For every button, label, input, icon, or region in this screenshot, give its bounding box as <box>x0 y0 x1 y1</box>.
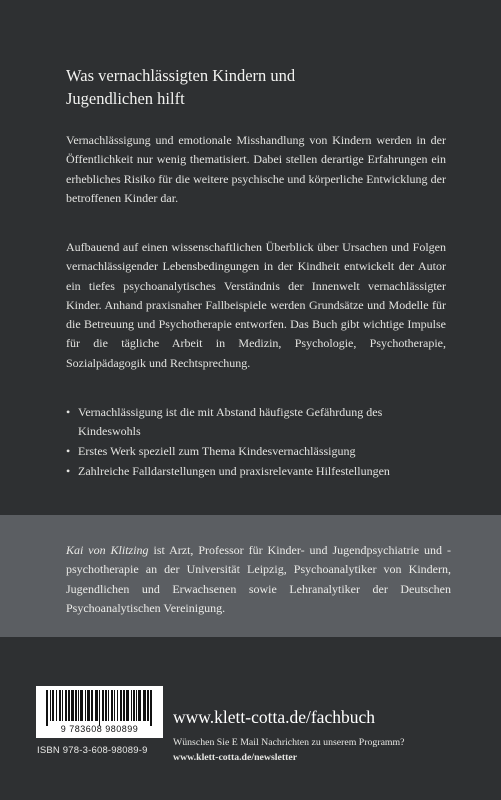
publisher-url-link[interactable]: www.klett-cotta.de/fachbuch <box>173 707 375 727</box>
barcode-bar <box>120 690 122 721</box>
headline-line-2: Jugendlichen hilft <box>66 89 185 108</box>
barcode-bar <box>126 690 129 721</box>
barcode-bar <box>52 690 54 721</box>
list-item-text: Vernachlässigung ist die mit Abstand häufigste Gefährdung des Kindeswohls <box>78 405 383 438</box>
barcode-bar <box>150 690 152 726</box>
feature-list <box>66 403 446 482</box>
barcode-bar <box>133 690 135 721</box>
barcode-bar <box>85 690 86 721</box>
headline-line-1: Was vernachlässigten Kindern und <box>66 66 296 85</box>
barcode-bar <box>68 690 70 721</box>
list-item <box>66 442 446 461</box>
barcode-bar <box>105 690 107 721</box>
list-item <box>66 462 446 481</box>
barcode-bar <box>108 690 109 721</box>
isbn-number: ISBN 978-3-608-98089-9 <box>37 745 148 756</box>
barcode-bar <box>80 690 83 721</box>
barcode-bar <box>75 690 77 721</box>
list-item-text: Zahlreiche Falldarstellungen und praxisrelevante Hilfestellungen <box>78 464 390 478</box>
barcode-bars <box>36 686 163 726</box>
barcode-bar <box>71 690 74 721</box>
barcode-bar <box>78 690 79 721</box>
barcode-bar <box>123 690 125 721</box>
barcode-bar <box>95 690 98 721</box>
newsletter-question: Wünschen Sie E Mail Nachrichten zu unserem Programm? <box>173 737 405 748</box>
barcode-bar <box>102 690 104 721</box>
author-name: Kai von Klitzing <box>66 543 149 557</box>
barcode-bar <box>143 690 146 721</box>
barcode-bar <box>62 690 63 721</box>
barcode-bar <box>136 690 137 721</box>
barcode-bar <box>46 690 48 726</box>
barcode-bar <box>56 690 57 721</box>
barcode-bar <box>117 690 118 721</box>
bullet-icon: • <box>66 405 71 419</box>
list-item <box>66 403 446 441</box>
barcode-bar <box>50 690 51 721</box>
newsletter-url-link[interactable]: www.klett-cotta.de/newsletter <box>173 752 298 763</box>
barcode-bar <box>65 690 67 721</box>
barcode-digits: 9 783608 980899 <box>60 724 139 734</box>
barcode-bar <box>91 690 93 721</box>
headline <box>66 64 446 110</box>
bullet-icon: • <box>66 444 71 458</box>
bullet-icon: • <box>66 464 71 478</box>
barcode-bar <box>131 690 132 721</box>
barcode-bar <box>99 690 100 726</box>
barcode-bar <box>87 690 90 721</box>
list-item-text: Erstes Werk speziell zum Thema Kindesvernachlässigung <box>78 444 356 458</box>
barcode-bar <box>147 690 149 721</box>
description-paragraph: Aufbauend auf einen wissenschaftlichen Überblick über Ursachen und Folgen vernachlässigender Lebensbedingungen in der Kindheit entwickelt der Autor ein tiefes psychoanalytisches Verständnis der Innenwelt vernachlässigter Kinder. Anhand praxisnaher Fallbeispiele werden Grundsätze und Modelle für die Betreuung und Psychotherapie entworfen. Das Buch gibt wichtige Impulse für die tägliche Arbeit in Medizin, Psychologie, Psychotherapie, Sozialpädagogik und Rechtsprechung. <box>66 240 446 370</box>
author-bio <box>66 541 451 618</box>
barcode-bar <box>59 690 61 721</box>
barcode-bar <box>111 690 113 721</box>
barcode-bar <box>114 690 115 721</box>
barcode-bar <box>138 690 141 721</box>
author-bio-text: ist Arzt, Professor für Kinder- und Jugendpsychiatrie und -psychotherapie an der Universität Leipzig, Psychoanalytiker von Kindern, Jugendlichen und Erwachsenen sowie Lehranalytiker der Deutschen Psychoanalytischen Vereinigung. <box>66 543 451 615</box>
intro-paragraph: Vernachlässigung und emotionale Misshandlung von Kindern werden in der Öffentlichkeit nur wenig thematisiert. Dabei stellen derartige Erfahrungen ein erhebliches Risiko für die weitere psychische und körperliche Entwicklung der betroffenen Kinder dar. <box>66 133 446 205</box>
